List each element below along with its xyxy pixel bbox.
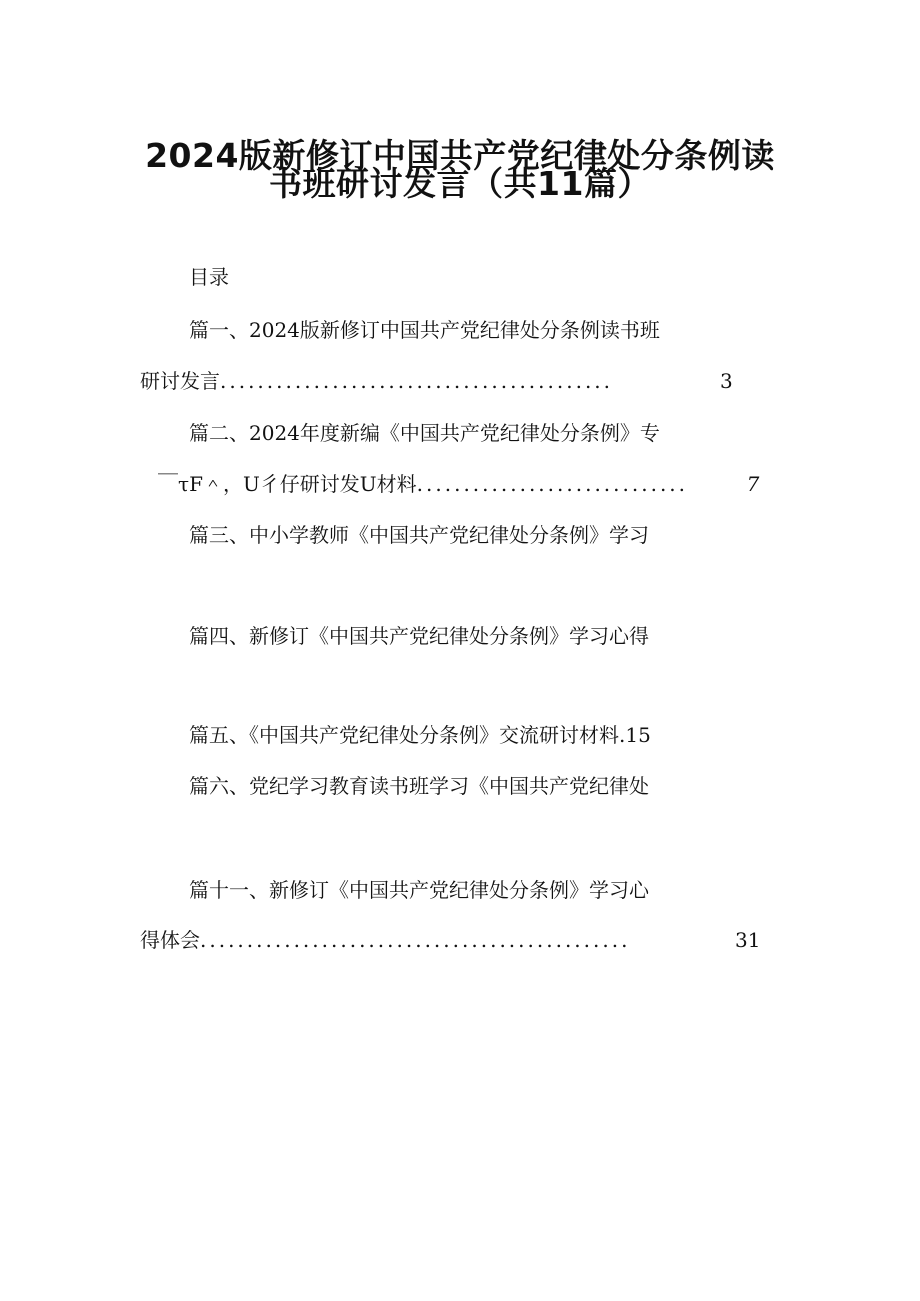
toc-entry-6-line-1[interactable]: 篇六、党纪学习教育读书班学习《中国共产党纪律处	[189, 774, 649, 798]
toc-entry-1-page-number: 3	[720, 369, 733, 393]
toc-entry-5-line-1[interactable]: 篇五、《中国共产党纪律处分条例》交流研讨材料.15	[189, 723, 651, 747]
toc-entry-1-leader-dots: ..........................................	[220, 369, 614, 393]
toc-entry-2-page-number: 7	[746, 472, 760, 496]
toc-entry-1-line-1[interactable]: 篇一、2024版新修订中国共产党纪律处分条例读书班	[189, 318, 660, 342]
toc-entry-7-title-end: 得体会	[140, 928, 200, 952]
toc-entry-2-line-2[interactable]	[158, 470, 759, 498]
document-title-line-2: 书班研讨发言（共11篇）	[269, 164, 651, 203]
toc-entry-1-title-end: 研讨发言	[140, 369, 220, 393]
toc-heading: 目录	[189, 265, 229, 289]
toc-entry-7-page-number: 31	[735, 928, 761, 952]
toc-entry-2-leader-dots: .............................	[416, 472, 689, 496]
toc-entry-1-line-2[interactable]	[140, 367, 733, 395]
document-title-line-1: 2024版新修订中国共产党纪律处分条例读	[145, 136, 775, 175]
toc-entry-7-line-1[interactable]: 篇十一、新修订《中国共产党纪律处分条例》学习心	[189, 878, 649, 902]
toc-entry-7-leader-dots: ..............................................	[200, 928, 631, 952]
toc-entry-3-line-1[interactable]: 篇三、中小学教师《中国共产党纪律处分条例》学习	[189, 523, 649, 547]
toc-entry-4-line-1[interactable]: 篇四、新修订《中国共产党纪律处分条例》学习心得	[189, 624, 649, 648]
toc-entry-2-title-end: ￣τF＾，U彳仔研讨发U材料	[158, 472, 417, 496]
toc-entry-7-line-2[interactable]	[140, 926, 760, 954]
toc-entry-2-line-1[interactable]: 篇二、2024年度新编《中国共产党纪律处分条例》专	[189, 421, 660, 445]
